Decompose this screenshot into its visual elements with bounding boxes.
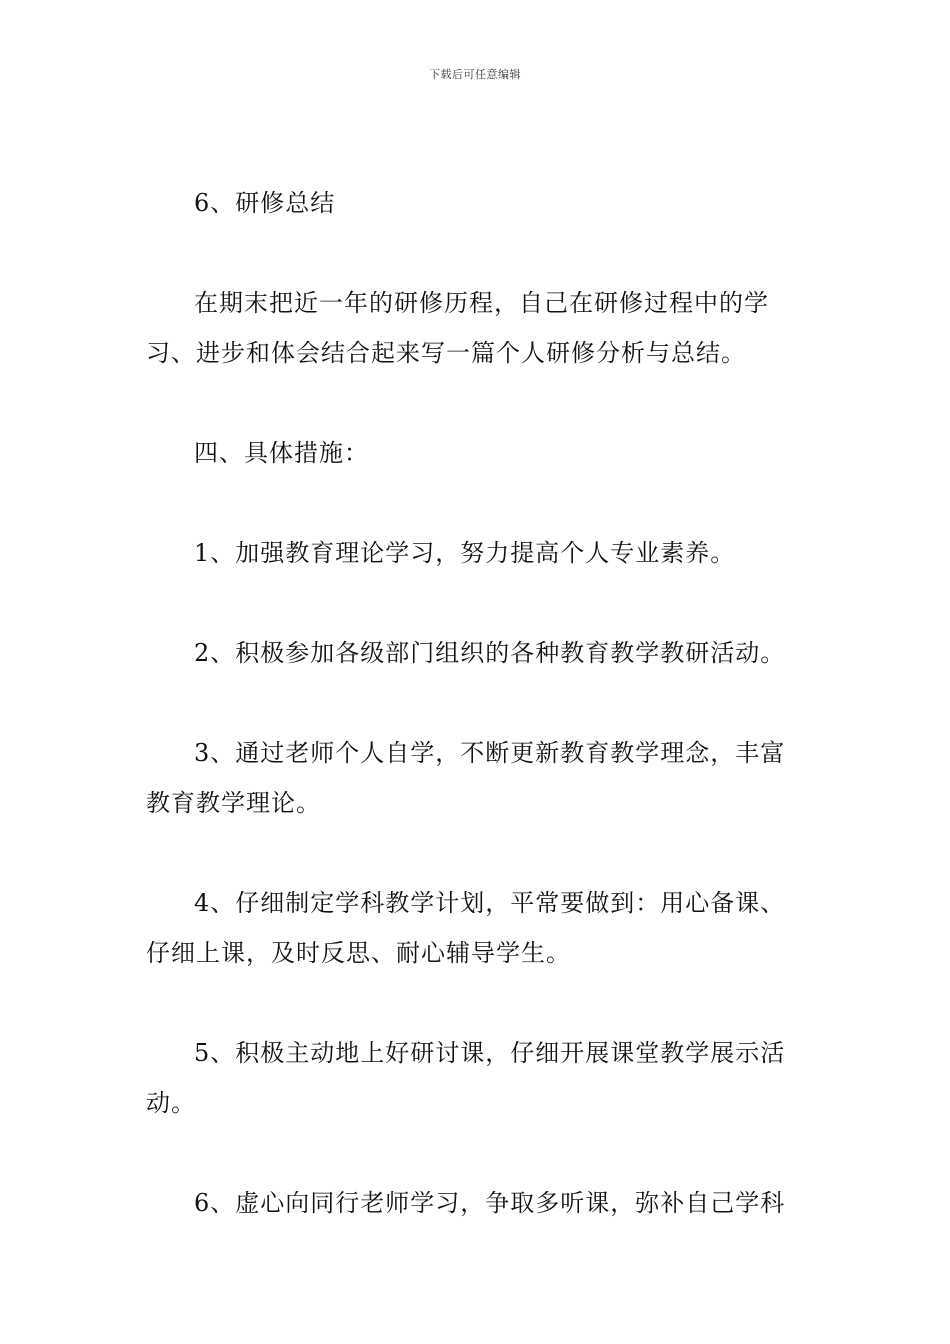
paragraph-summary: 在期末把近一年的研修历程，自己在研修过程中的学习、进步和体会结合起来写一篇个人研修分析与总结。 (146, 289, 769, 367)
list-item-6: 6、虚心向同行老师学习，争取多听课，弥补自己学科 (194, 1189, 786, 1217)
section-heading-measures: 四、具体措施： (194, 439, 369, 467)
list-item-4: 4、仔细制定学科教学计划，平常要做到：用心备课、仔细上课，及时反思、耐心辅导学生。 (146, 889, 786, 967)
list-item-2: 2、积极参加各级部门组织的各种教育教学教研活动。 (194, 639, 786, 667)
page-header: 下载后可任意编辑 (429, 68, 521, 81)
document-body (146, 178, 808, 1228)
list-item-1: 1、加强教育理论学习，努力提高个人专业素养。 (194, 539, 736, 567)
list-item-3: 3、通过老师个人自学，不断更新教育教学理念，丰富教育教学理论。 (146, 739, 786, 817)
section-heading-summary: 6、研修总结 (194, 189, 336, 217)
list-item-5: 5、积极主动地上好研讨课，仔细开展课堂教学展示活动。 (146, 1039, 786, 1117)
